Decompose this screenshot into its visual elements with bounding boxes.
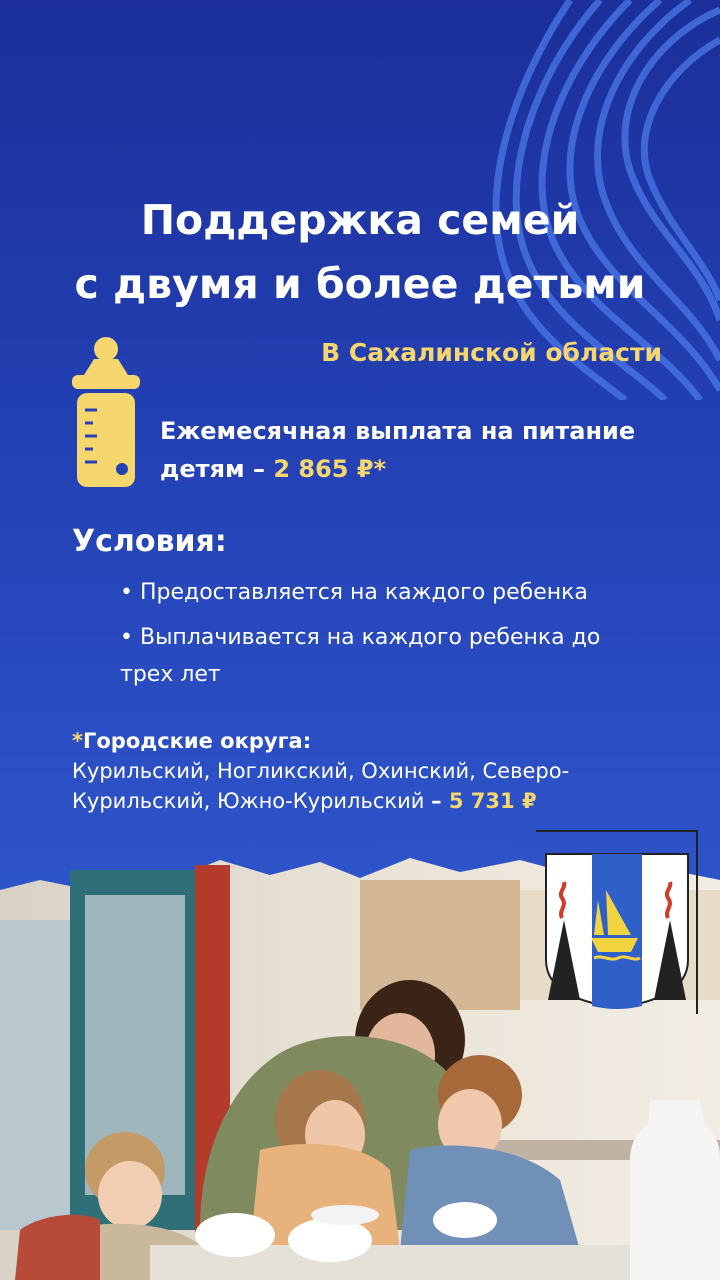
condition-item: • Выплачивается на каждого ребенка до трех лет: [120, 625, 601, 687]
footnote-dash: –: [431, 789, 449, 813]
payment-line-2-text: детям –: [160, 455, 274, 483]
payment-line-2: [160, 450, 710, 488]
footnote-amount: 5 731 ₽: [448, 789, 537, 813]
conditions-title: Условия:: [72, 524, 227, 559]
condition-item: • Предоставляется на каждого ребенка: [120, 580, 588, 605]
footnote-districts: Курильский, Ногликский, Охинский, Северо-Курильский, Южно-Курильский: [72, 759, 570, 813]
title-line-1: Поддержка семей: [140, 196, 580, 244]
page-title: [0, 188, 720, 316]
region-label: В Сахалинской области: [321, 338, 662, 367]
conditions-list: [120, 574, 680, 701]
footnote-star: *: [72, 729, 83, 753]
payment-amount: 2 865 ₽*: [273, 455, 387, 483]
baby-bottle-icon: [70, 335, 142, 490]
footnote: [72, 726, 702, 816]
footnote-districts-row: [72, 756, 702, 816]
footnote-title-row: [72, 726, 702, 756]
payment-line-1: Ежемесячная выплата на питание: [160, 417, 636, 445]
coat-of-arms-sakhalin: [536, 830, 698, 1014]
payment-info: [160, 412, 710, 488]
title-line-2: с двумя и более детьми: [74, 260, 646, 308]
footnote-title: Городские округа:: [82, 729, 312, 753]
